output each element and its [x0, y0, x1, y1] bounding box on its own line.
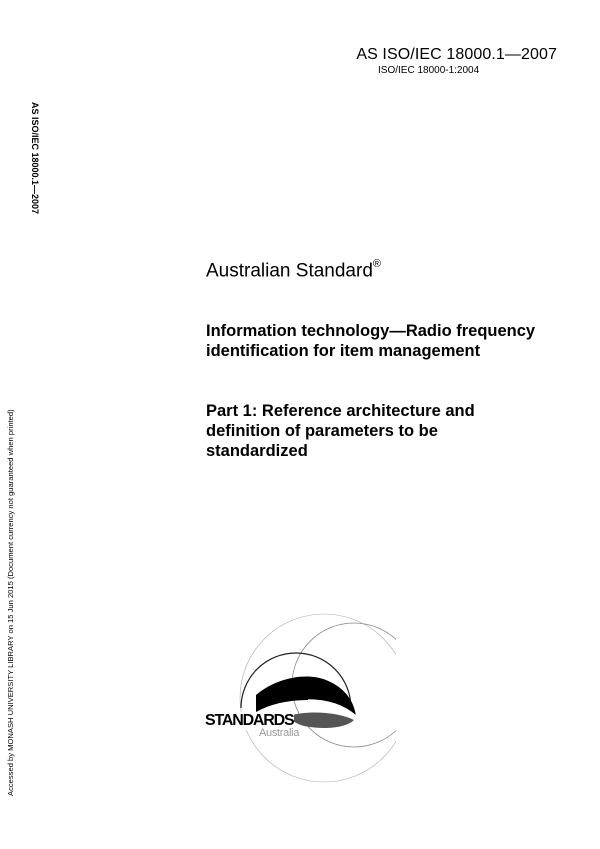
spine-text: AS ISO/IEC 18000.1—2007 — [30, 102, 40, 215]
spine-label — [28, 102, 44, 232]
registered-mark: ® — [372, 258, 381, 270]
standard-number: AS ISO/IEC 18000.1—2007 — [356, 46, 557, 63]
standards-australia-logo-icon — [196, 600, 396, 785]
logo-subtext: Australia — [259, 727, 300, 739]
access-notice — [6, 372, 20, 796]
series-heading — [206, 255, 381, 282]
logo-wordmark: STANDARDS — [205, 712, 294, 729]
document-title: Information technology—Radio frequency identification for item management — [206, 322, 536, 360]
access-notice-text: Accessed by MONASH UNIVERSITY LIBRARY on 15 Jun 2015 (Document currency not guaranteed when printed) — [6, 409, 15, 796]
iso-reference-number: ISO/IEC 18000-1:2004 — [378, 65, 480, 76]
series-label: Australian Standard — [206, 260, 373, 282]
document-subtitle: Part 1: Reference architecture and definition of parameters to be standardized — [206, 402, 475, 460]
